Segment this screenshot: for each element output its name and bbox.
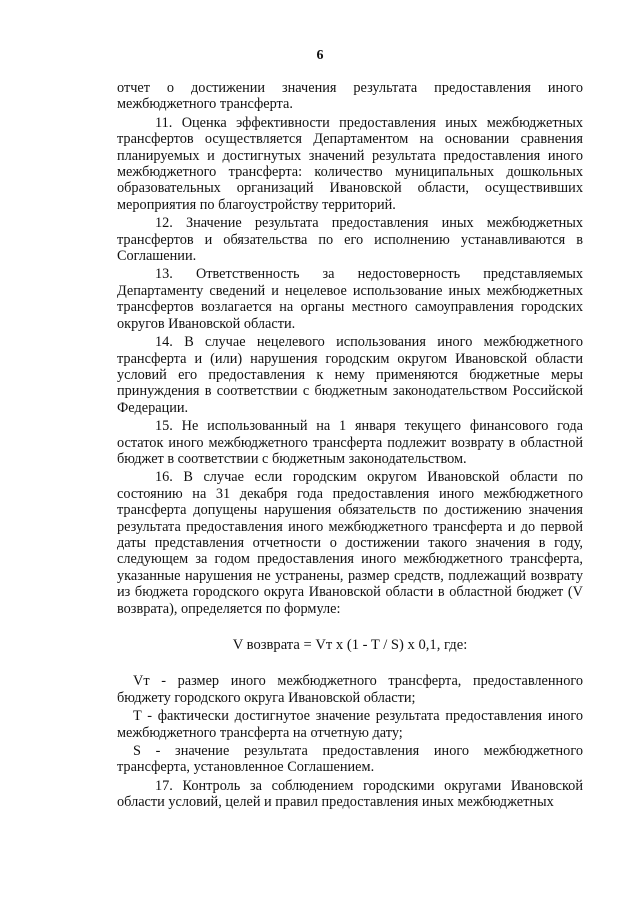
- definition-vt: Vт - размер иного межбюджетного трансферта, предоставленного бюджету городского округа Ивановской области;: [117, 673, 583, 706]
- paragraph-14: 14. В случае нецелевого использования иного межбюджетного трансферта и (или) нарушения городским округом Ивановской области условий его предоставления к нему применяются бюджетные меры принуждения в соответствии с бюджетным законодательством Российской Федерации.: [117, 334, 583, 416]
- paragraph-15: 15. Не использованный на 1 января текущего финансового года остаток иного межбюджетного трансферта подлежит возврату в областной бюджет в соответствии с бюджетным законодательством.: [117, 418, 583, 467]
- paragraph-11: 11. Оценка эффективности предоставления иных межбюджетных трансфертов осуществляется Департаментом на основании сравнения планируемых и достигнутых значений результата предоставления иного межбюджетного трансферта: количество муниципальных дошкольных образовательных организаций Ивановской области, осуществивших мероприятия по благоустройству территорий.: [117, 114, 583, 213]
- formula: V возврата = Vт x (1 - T / S) x 0,1, где:: [232, 637, 468, 653]
- page-number: 6: [316, 48, 324, 63]
- paragraph-12: 12. Значение результата предоставления иных межбюджетных трансфертов и обязательства по его исполнению устанавливаются в Соглашении.: [117, 215, 583, 265]
- paragraph-10-continuation: отчет о достижении значения результата предоставления иного межбюджетного трансферта.: [117, 80, 583, 113]
- document-body: [117, 80, 583, 813]
- paragraph-16: 16. В случае если городским округом Ивановской области по состоянию на 31 декабря года предоставления иного межбюджетного трансферта допущены нарушения обязательств по достижению значения результата предоставления иного межбюджетного трансферта и до первой даты представления отчетности о достижении такого значения в году, следующем за годом предоставления иного межбюджетного трансферта, указанные нарушения не устранены, размер средств, подлежащий возврату из бюджета городского округа Ивановской области в областной бюджет (V возврата), определяется по формуле:: [117, 469, 583, 617]
- definition-s: S - значение результата предоставления иного межбюджетного трансферта, установленное Соглашением.: [117, 743, 583, 776]
- paragraph-17: 17. Контроль за соблюдением городскими округами Ивановской области условий, целей и правил предоставления иных межбюджетных: [117, 777, 583, 811]
- definition-t: T - фактически достигнутое значение результата предоставления иного межбюджетного трансферта на отчетную дату;: [117, 708, 583, 741]
- paragraph-13: 13. Ответственность за недостоверность представляемых Департаменту сведений и нецелевое использование иных межбюджетных трансфертов возлагается на органы местного самоуправления городских округов Ивановской области.: [117, 266, 583, 332]
